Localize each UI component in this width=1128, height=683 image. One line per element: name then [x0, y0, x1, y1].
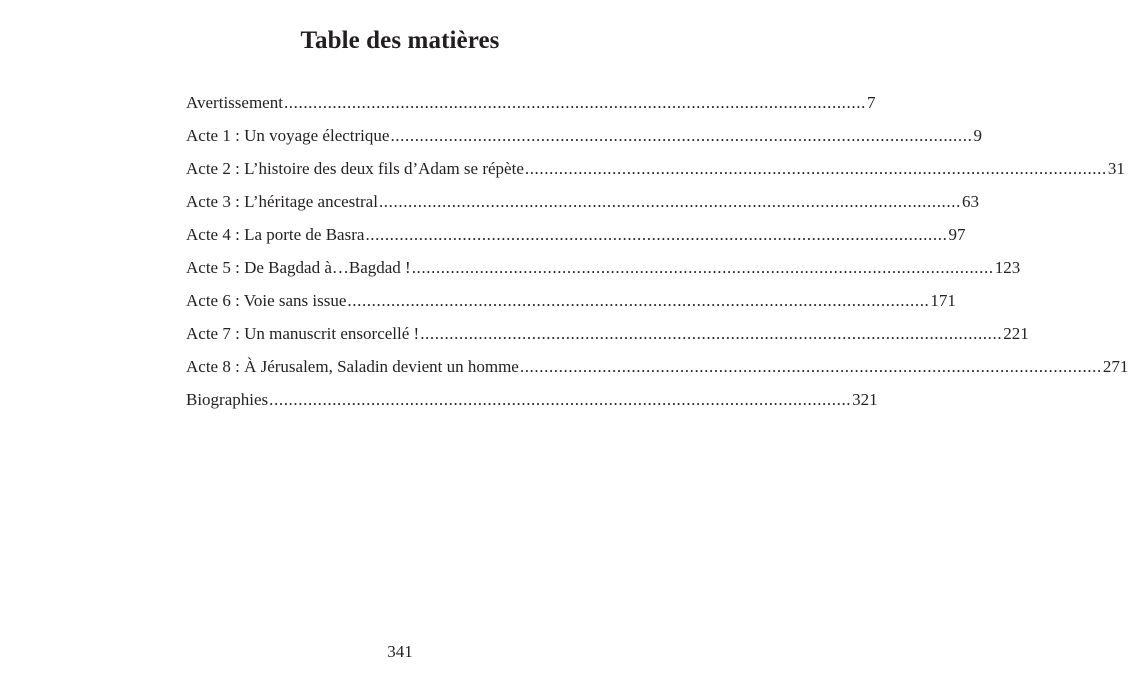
toc-entry-avertissement [186, 86, 876, 119]
toc-entry-page: 171 [930, 291, 956, 310]
toc-entry-page: 97 [948, 225, 966, 244]
toc-entry-label: Acte 3 : L’héritage ancestral [186, 192, 378, 211]
toc-entry-label: Acte 5 : De Bagdad à…Bagdad ! [186, 258, 411, 277]
toc-entry-acte-1 [186, 119, 982, 152]
dot-leader: ........................................................................................................................ [411, 258, 994, 277]
dot-leader: ........................................................................................................................ [269, 390, 852, 409]
toc-entry-page: 9 [973, 126, 982, 145]
dot-leader: ........................................................................................................................ [524, 159, 1107, 178]
toc-entry-page: 31 [1107, 159, 1125, 178]
toc-entry-page: 7 [866, 93, 876, 112]
toc-entry-acte-5 [186, 251, 1021, 284]
toc-entry-acte-8 [186, 350, 1128, 383]
toc-entry-acte-2 [186, 152, 1125, 185]
dot-leader: ........................................................................................................................ [347, 291, 930, 310]
toc-entry-label: Acte 2 : L’histoire des deux fils d’Adam se répète [186, 159, 524, 178]
table-of-contents [186, 86, 1128, 416]
toc-entry-page: 321 [852, 390, 878, 409]
toc-entry-label: Biographies [186, 390, 269, 409]
dot-leader: ........................................................................................................................ [519, 357, 1102, 376]
dot-leader: ........................................................................................................................ [283, 93, 866, 112]
dot-leader: ........................................................................................................................ [390, 126, 973, 145]
dot-leader: ........................................................................................................................ [420, 324, 1003, 343]
toc-entry-acte-7 [186, 317, 1029, 350]
dot-leader: ........................................................................................................................ [365, 225, 948, 244]
toc-entry-acte-6 [186, 284, 956, 317]
toc-entry-label: Acte 7 : Un manuscrit ensorcellé ! [186, 324, 420, 343]
toc-entry-acte-4 [186, 218, 966, 251]
toc-entry-page: 221 [1003, 324, 1029, 343]
toc-entry-acte-3 [186, 185, 979, 218]
toc-entry-label: Acte 4 : La porte de Basra [186, 225, 365, 244]
page-number: 341 [387, 642, 413, 661]
toc-entry-label: Avertissement [186, 93, 283, 112]
toc-entry-page: 271 [1102, 357, 1128, 376]
toc-entry-biographies [186, 383, 878, 416]
toc-entry-page: 123 [994, 258, 1021, 277]
toc-entry-page: 63 [961, 192, 979, 211]
toc-entry-label: Acte 8 : À Jérusalem, Saladin devient un homme [186, 357, 519, 376]
dot-leader: ........................................................................................................................ [378, 192, 961, 211]
toc-entry-label: Acte 6 : Voie sans issue [186, 291, 347, 310]
toc-entry-label: Acte 1 : Un voyage électrique [186, 126, 390, 145]
page-title: Table des matières [300, 27, 500, 54]
